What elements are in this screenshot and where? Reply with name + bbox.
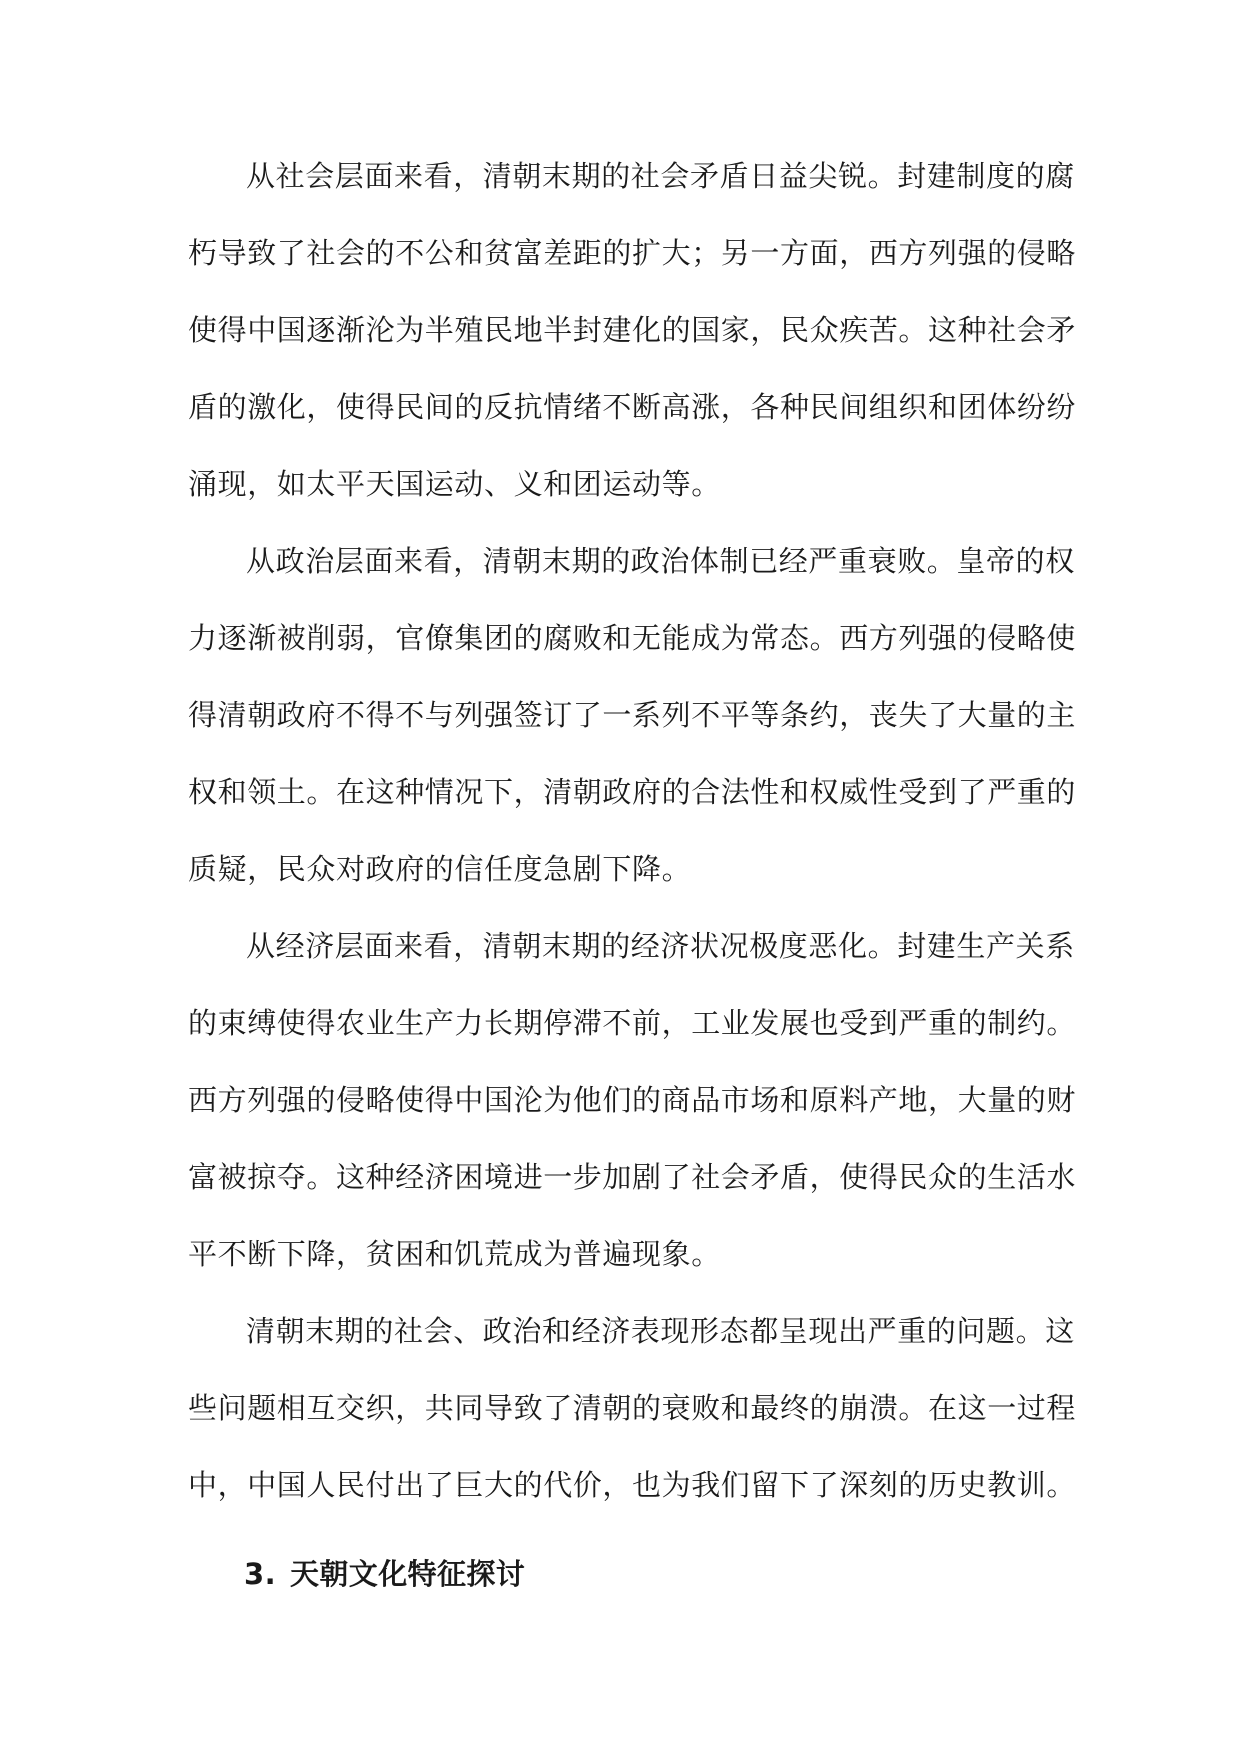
section-number: 3. bbox=[244, 1557, 276, 1591]
paragraph-line: 力逐渐被削弱，官僚集团的腐败和无能成为常态。西方列强的侵略使 bbox=[188, 621, 1077, 655]
paragraph-line: 从政治层面来看，清朝末期的政治体制已经严重衰败。皇帝的权 bbox=[246, 544, 1075, 578]
section-heading bbox=[244, 1549, 525, 1599]
paragraph-line: 的束缚使得农业生产力长期停滞不前，工业发展也受到严重的制约。 bbox=[188, 1006, 1077, 1040]
paragraph-political bbox=[188, 523, 1077, 908]
paragraph-line: 清朝末期的社会、政治和经济表现形态都呈现出严重的问题。这 bbox=[246, 1314, 1075, 1348]
paragraph-social bbox=[188, 138, 1077, 523]
paragraph-line: 从社会层面来看，清朝末期的社会矛盾日益尖锐。封建制度的腐 bbox=[246, 159, 1075, 193]
paragraph-line: 朽导致了社会的不公和贫富差距的扩大；另一方面，西方列强的侵略 bbox=[188, 236, 1077, 270]
paragraph-line: 质疑，民众对政府的信任度急剧下降。 bbox=[188, 852, 692, 886]
section-title: 天朝文化特征探讨 bbox=[290, 1557, 526, 1591]
paragraph-line: 中，中国人民付出了巨大的代价，也为我们留下了深刻的历史教训。 bbox=[188, 1468, 1077, 1502]
paragraph-summary bbox=[188, 1293, 1077, 1524]
paragraph-line: 权和领土。在这种情况下，清朝政府的合法性和权威性受到了严重的 bbox=[188, 775, 1077, 809]
paragraph-line: 使得中国逐渐沦为半殖民地半封建化的国家，民众疾苦。这种社会矛 bbox=[188, 313, 1077, 347]
paragraph-line: 从经济层面来看，清朝末期的经济状况极度恶化。封建生产关系 bbox=[246, 929, 1075, 963]
paragraph-line: 些问题相互交织，共同导致了清朝的衰败和最终的崩溃。在这一过程 bbox=[188, 1391, 1077, 1425]
paragraph-line: 平不断下降，贫困和饥荒成为普遍现象。 bbox=[188, 1237, 721, 1271]
paragraph-economic bbox=[188, 908, 1077, 1293]
paragraph-line: 涌现，如太平天国运动、义和团运动等。 bbox=[188, 467, 721, 501]
paragraph-line: 盾的激化，使得民间的反抗情绪不断高涨，各种民间组织和团体纷纷 bbox=[188, 390, 1077, 424]
paragraph-line: 得清朝政府不得不与列强签订了一系列不平等条约，丧失了大量的主 bbox=[188, 698, 1077, 732]
paragraph-line: 富被掠夺。这种经济困境进一步加剧了社会矛盾，使得民众的生活水 bbox=[188, 1160, 1077, 1194]
paragraph-line: 西方列强的侵略使得中国沦为他们的商品市场和原料产地，大量的财 bbox=[188, 1083, 1077, 1117]
